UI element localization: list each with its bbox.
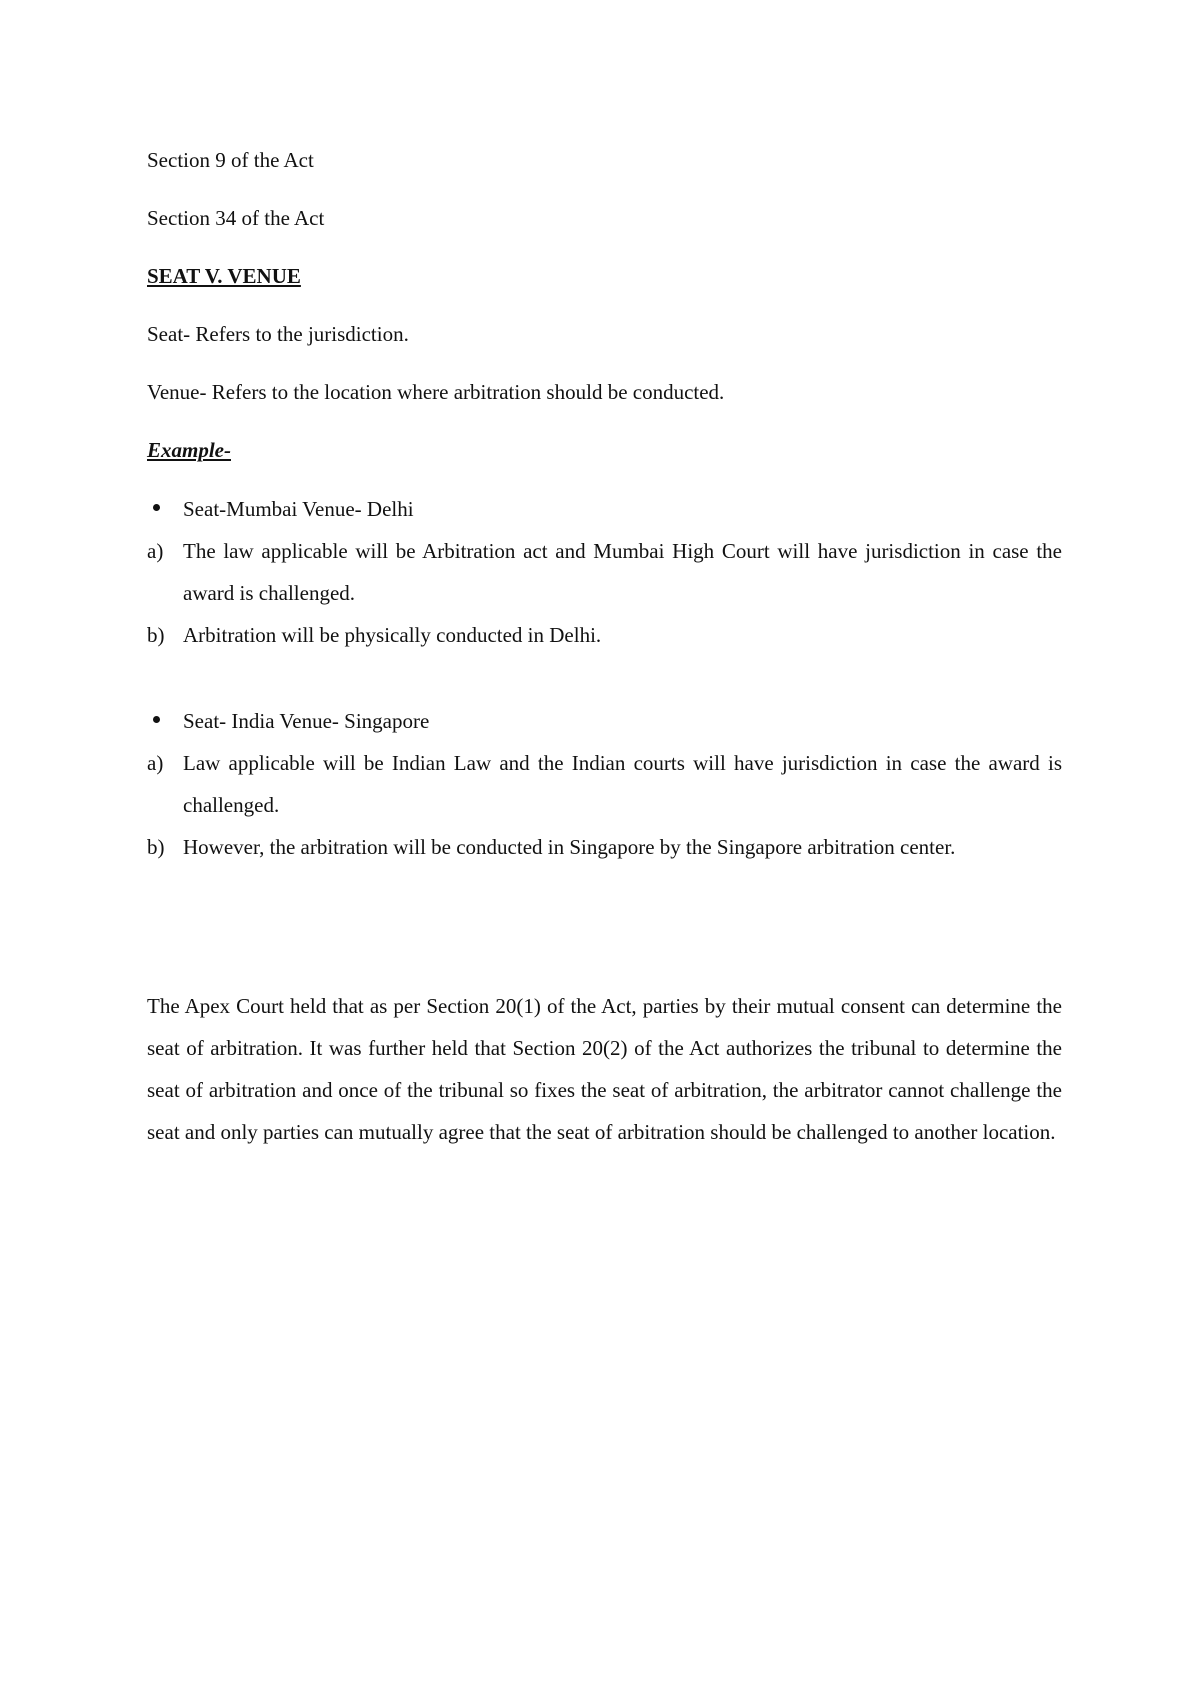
bullet-dot-icon: [153, 716, 160, 723]
example-1-item-a-text: The law applicable will be Arbitration act and Mumbai High Court will have jurisdiction in case the award is challenged.: [183, 539, 1062, 605]
list-marker-b: b): [147, 835, 165, 859]
example-2-item-a: [147, 742, 1062, 826]
example-1-item-b-text: Arbitration will be physically conducted in Delhi.: [183, 623, 602, 647]
example-1-item-a: [147, 530, 1062, 614]
list-marker-a: a): [147, 751, 164, 775]
apex-court-paragraph: The Apex Court held that as per Section 20(1) of the Act, parties by their mutual consent can determine the seat of arbitration. It was further held that Section 20(2) of the Act authorizes the tribunal to determine the seat of arbitration and once of the tribunal so fixes the seat of arbitration, the arbitrator cannot challenge the seat and only parties can mutually agree that the seat of arbitration should be challenged to another location.: [147, 994, 1062, 1144]
example-1-item-b: [147, 614, 1062, 656]
seat-venue-heading: SEAT V. VENUE: [147, 264, 301, 288]
list-marker-a: a): [147, 539, 164, 563]
example-label: Example-: [147, 438, 231, 462]
section-34-line: Section 34 of the Act: [147, 206, 325, 230]
section-9-line: Section 9 of the Act: [147, 148, 314, 172]
seat-definition: Seat- Refers to the jurisdiction.: [147, 322, 409, 346]
example-1-bullet-text: Seat-Mumbai Venue- Delhi: [183, 497, 414, 521]
example-2-bullet-text: Seat- India Venue- Singapore: [183, 709, 430, 733]
venue-definition: Venue- Refers to the location where arbitration should be conducted.: [147, 380, 725, 404]
example-2-item-a-text: Law applicable will be Indian Law and the Indian courts will have jurisdiction in case the award is challenged.: [183, 751, 1062, 817]
example-2-list: [147, 700, 1062, 868]
example-2-bullet-item: [147, 700, 1062, 742]
example-2-item-b-text: However, the arbitration will be conducted in Singapore by the Singapore arbitration center.: [183, 835, 956, 859]
example-2-item-b: [147, 826, 1062, 868]
example-1-list: [147, 488, 1062, 656]
example-1-bullet-item: [147, 488, 1062, 530]
list-marker-b: b): [147, 623, 165, 647]
bullet-dot-icon: [153, 504, 160, 511]
